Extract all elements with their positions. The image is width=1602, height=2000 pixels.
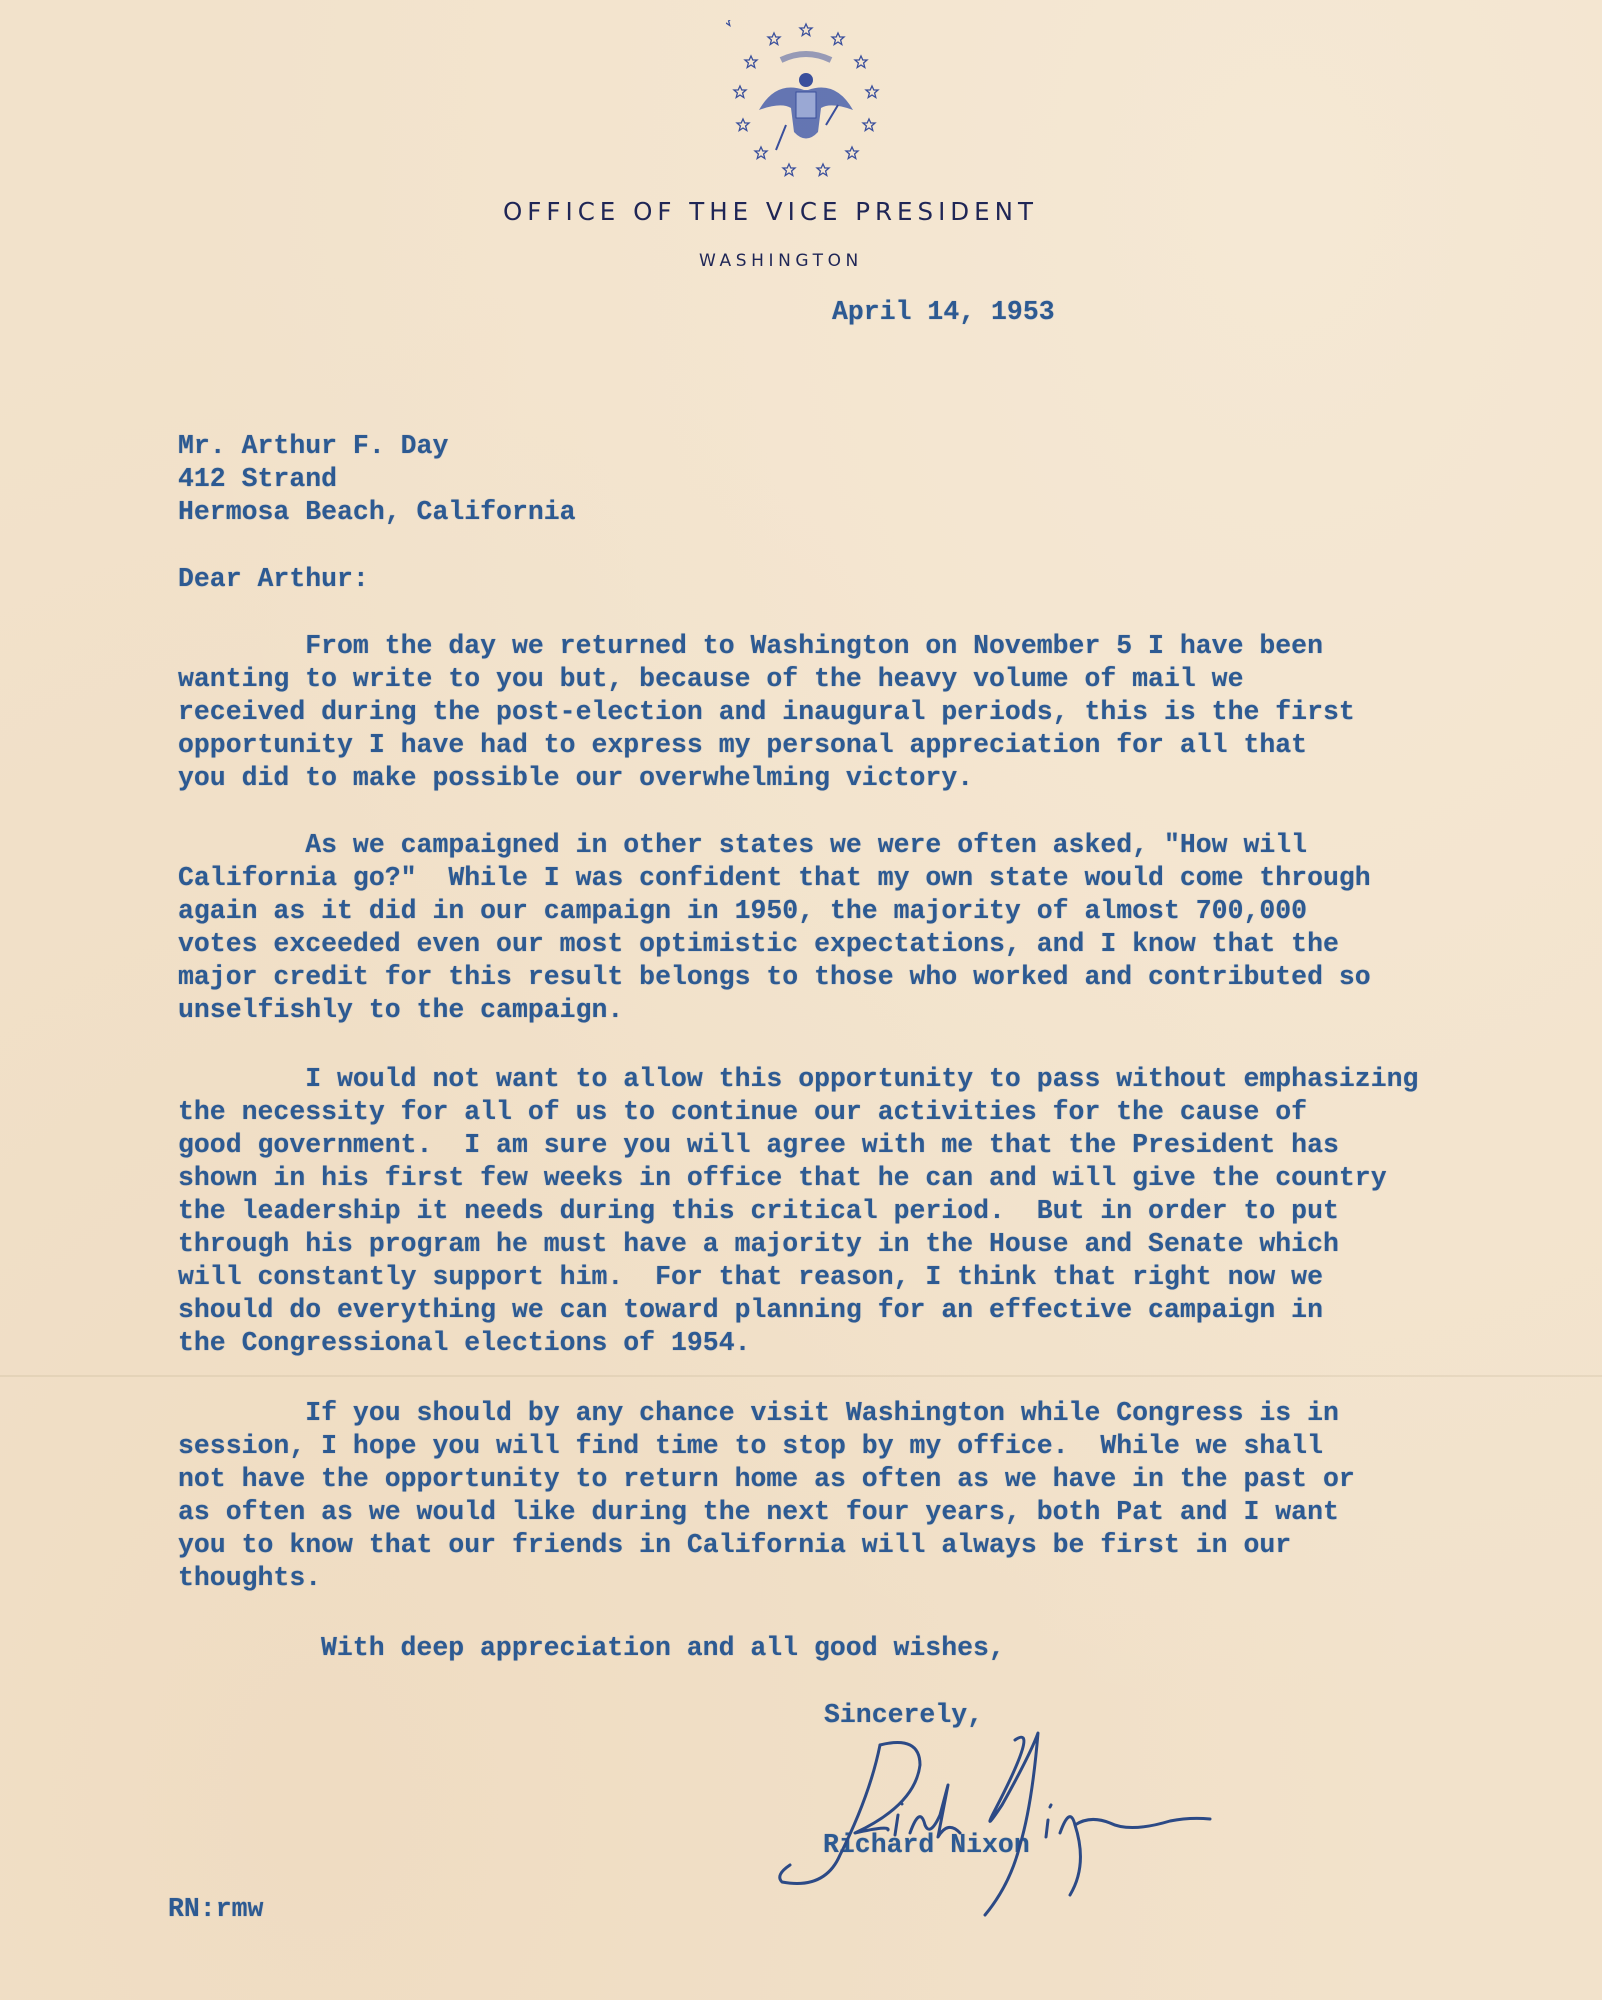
- text-line: you did to make possible our overwhelming victory.: [178, 763, 974, 793]
- text-line: wanting to write to you but, because of the heavy volume of mail we: [178, 664, 1244, 694]
- handwritten-signature: [770, 1725, 1220, 1925]
- text-line: session, I hope you will find time to stop by my office. While we shall: [178, 1431, 1323, 1461]
- text-line: not have the opportunity to return home as often as we have in the past or: [178, 1464, 1355, 1494]
- text-line: As we campaigned in other states we were often asked, "How will: [178, 830, 1308, 860]
- signer-name: Richard Nixon: [823, 1830, 1030, 1860]
- text-line: I would not want to allow this opportunity to pass without emphasizing: [178, 1064, 1419, 1094]
- text-line: good government. I am sure you will agree with me that the President has: [178, 1130, 1339, 1160]
- salutation: Dear Arthur:: [178, 564, 369, 594]
- closing-line: With deep appreciation and all good wishes,: [321, 1633, 1005, 1663]
- address-line: Hermosa Beach, California: [178, 497, 576, 527]
- text-line: votes exceeded even our most optimistic expectations, and I know that the: [178, 929, 1339, 959]
- letterhead-office: OFFICE OF THE VICE PRESIDENT: [503, 197, 1038, 226]
- typist-initials: RN:rmw: [168, 1894, 264, 1924]
- text-line: as often as we would like during the next four years, both Pat and I want: [178, 1497, 1339, 1527]
- paper-fold: [0, 1375, 1602, 1377]
- text-line: you to know that our friends in California will always be first in our: [178, 1530, 1292, 1560]
- text-line: should do everything we can toward planning for an effective campaign in: [178, 1295, 1323, 1325]
- vice-president-seal: [726, 20, 886, 180]
- paragraph-1: [178, 630, 1355, 795]
- letterhead-city: WASHINGTON: [699, 251, 863, 271]
- paragraph-3: [178, 1063, 1418, 1360]
- letter-date: April 14, 1953: [832, 297, 1055, 327]
- text-line: again as it did in our campaign in 1950, the majority of almost 700,000: [178, 896, 1308, 926]
- address-line: 412 Strand: [178, 464, 338, 494]
- text-line: unselfishly to the campaign.: [178, 995, 624, 1025]
- text-line: thoughts.: [178, 1563, 322, 1593]
- text-line: From the day we returned to Washington on November 5 I have been: [178, 631, 1323, 661]
- text-line: California go?" While I was confident that my own state would come through: [178, 863, 1371, 893]
- valediction: Sincerely,: [824, 1700, 984, 1730]
- text-line: the leadership it needs during this critical period. But in order to put: [178, 1196, 1339, 1226]
- text-line: the necessity for all of us to continue our activities for the cause of: [178, 1097, 1308, 1127]
- paragraph-4: [178, 1397, 1355, 1595]
- text-line: the Congressional elections of 1954.: [178, 1328, 751, 1358]
- text-line: If you should by any chance visit Washington while Congress is in: [178, 1398, 1339, 1428]
- text-line: opportunity I have had to express my personal appreciation for all that: [178, 730, 1308, 760]
- text-line: will constantly support him. For that reason, I think that right now we: [178, 1262, 1323, 1292]
- text-line: shown in his first few weeks in office that he can and will give the country: [178, 1163, 1387, 1193]
- address-line: Mr. Arthur F. Day: [178, 431, 449, 461]
- text-line: received during the post-election and inaugural periods, this is the first: [178, 697, 1355, 727]
- text-line: through his program he must have a majority in the House and Senate which: [178, 1229, 1339, 1259]
- recipient-address: [178, 430, 576, 529]
- paragraph-2: [178, 829, 1371, 1027]
- text-line: major credit for this result belongs to those who worked and contributed so: [178, 962, 1371, 992]
